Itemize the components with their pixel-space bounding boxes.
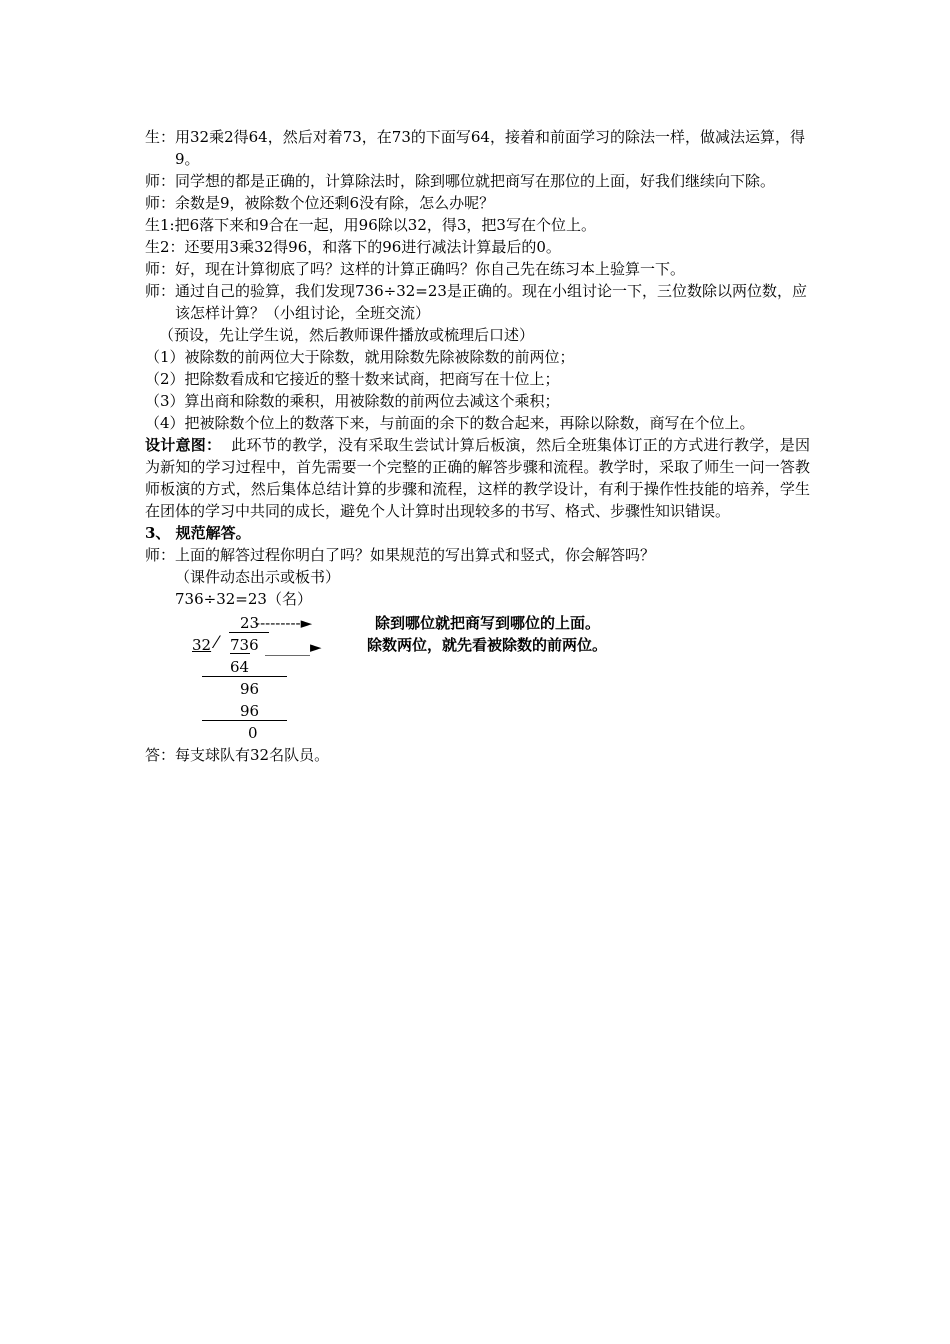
design-intent-label: 设计意图： bbox=[145, 436, 222, 454]
dividend-underline bbox=[230, 653, 250, 654]
step-item: （1）被除数的前两位大于除数，就用除数先除被除数的前两位； bbox=[145, 348, 575, 366]
equation: 736÷32=23（名） bbox=[175, 590, 312, 608]
subtraction-line-2 bbox=[202, 720, 287, 721]
document-page bbox=[145, 126, 810, 766]
dividend: 736 bbox=[230, 636, 259, 654]
subtraction-line-1 bbox=[202, 676, 287, 677]
section-heading: 3、 规范解答。 bbox=[145, 524, 251, 542]
long-division bbox=[145, 612, 810, 742]
arrow-2: ______► bbox=[265, 638, 322, 656]
step-remainder-1: 96 bbox=[240, 680, 260, 698]
answer: 答：每支球队有32名队员。 bbox=[145, 746, 330, 764]
dialogue-line: 师：好，现在计算彻底了吗？这样的计算正确吗？你自己先在练习本上验算一下。 bbox=[145, 260, 686, 278]
teacher-question: 师：上面的解答过程你明白了吗？如果规范的写出算式和竖式，你会解答吗？ bbox=[145, 546, 656, 564]
dialogue-line: 师：余数是9，被除数个位还剩6没有除，怎么办呢？ bbox=[145, 194, 495, 212]
note-quotient-position: 除到哪位就把商写到哪位的上面。 bbox=[375, 614, 601, 632]
dialogue-line: 师：通过自己的验算，我们发现736÷32=23是正确的。现在小组讨论一下，三位数除以两位数，应该怎样计算？（小组讨论，全班交流） bbox=[145, 282, 807, 322]
step-item: （3）算出商和除数的乘积，用被除数的前两位去减这个乘积； bbox=[145, 392, 560, 410]
divisor: 32 bbox=[192, 636, 212, 654]
step-product-2: 96 bbox=[240, 702, 260, 720]
design-intent-text: 此环节的教学，没有采取生尝试计算后板演，然后全班集体订正的方式进行教学，是因为新知的学习过程中，首先需要一个完整的正确的解答步骤和流程。教学时，采取了师生一问一答教师板演的方式，然后集体总结计算的步骤和流程，这样的教学设计，有利于操作性技能的培养，学生在团体的学习中共同的成长，避免个人计算时出现较多的书写、格式、步骤性知识错误。 bbox=[145, 436, 810, 520]
arrow-1: ---------► bbox=[255, 614, 313, 632]
dialogue-line: 生2：还要用3乘32得96，和落下的96进行减法计算最后的0。 bbox=[145, 238, 561, 256]
step-item: （2）把除数看成和它接近的整十数来试商，把商写在十位上； bbox=[145, 370, 560, 388]
preset-note: （预设，先让学生说，然后教师课件播放或梳理后口述） bbox=[159, 326, 535, 344]
final-remainder: 0 bbox=[248, 724, 258, 742]
design-intent bbox=[145, 434, 810, 522]
dialogue-line: 生1:把6落下来和9合在一起，用96除以32，得3，把3写在个位上。 bbox=[145, 216, 596, 234]
courseware-note: （课件动态出示或板书） bbox=[175, 568, 341, 586]
step-item: （4）把被除数个位上的数落下来，与前面的余下的数合起来，再除以除数，商写在个位上。 bbox=[145, 414, 755, 432]
dialogue-line: 生：用32乘2得64，然后对着73，在73的下面写64，接着和前面学习的除法一样，做减法运算，得9。 bbox=[145, 128, 805, 168]
dialogue-line: 师：同学想的都是正确的，计算除法时，除到哪位就把商写在那位的上面，好我们继续向下除。 bbox=[145, 172, 776, 190]
division-bracket: ⁄ bbox=[215, 633, 218, 653]
step-product-1: 64 bbox=[230, 658, 250, 676]
note-first-two-digits: 除数两位，就先看被除数的前两位。 bbox=[367, 636, 608, 654]
quotient: 23 bbox=[240, 614, 260, 632]
division-bar bbox=[229, 632, 269, 633]
